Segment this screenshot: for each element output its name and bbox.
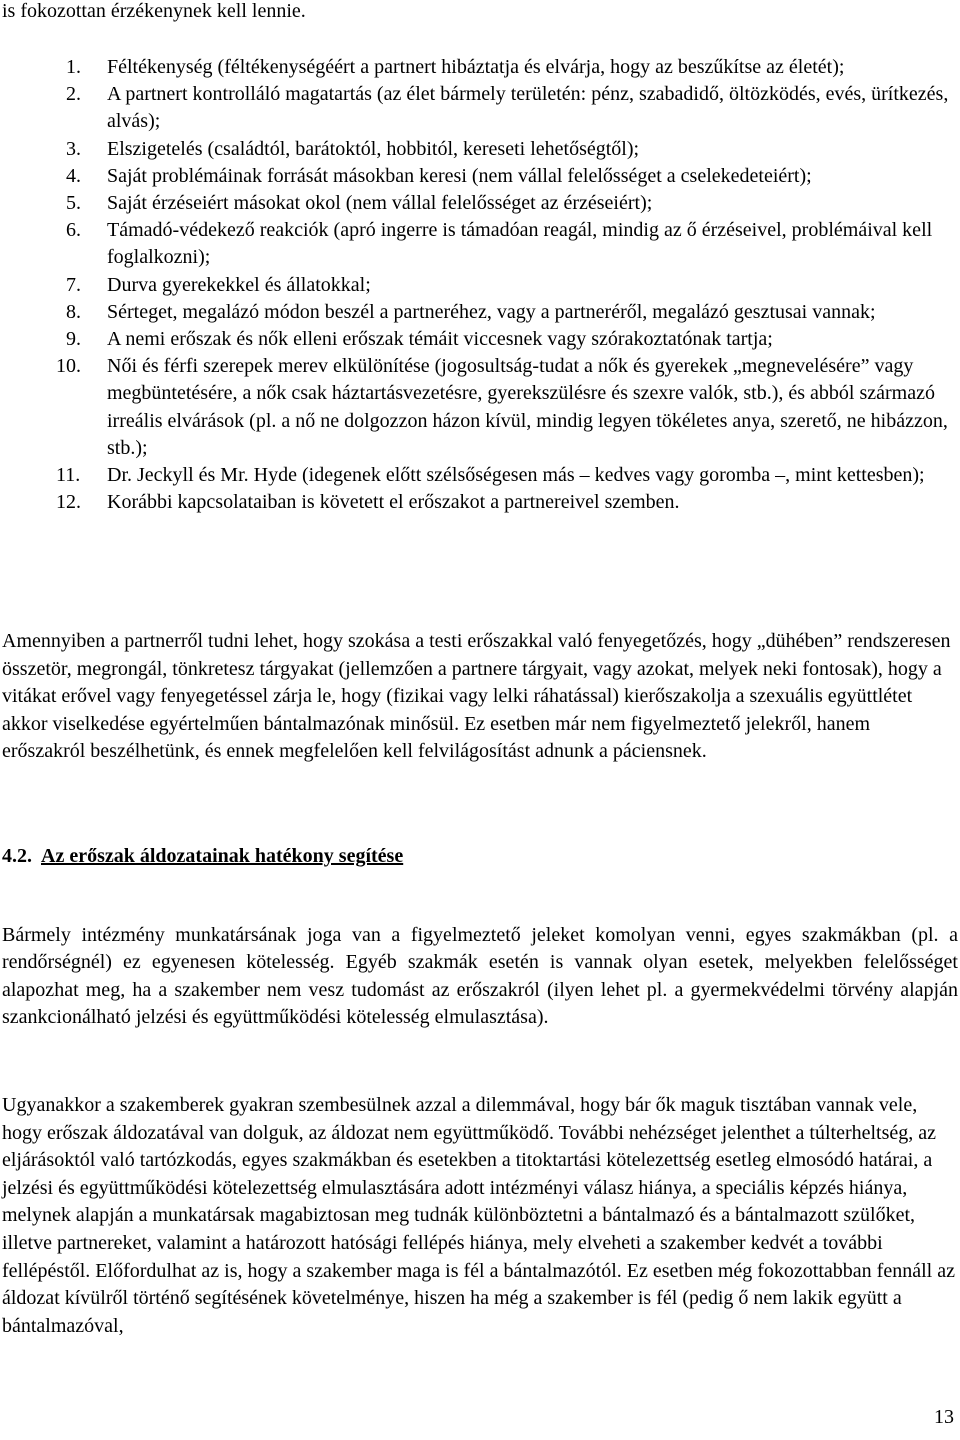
list-item-text: Féltékenység (féltékenységéért a partnert hibáztatja és elvárja, hogy az beszűkítse az életét);: [107, 56, 845, 78]
list-item: [66, 272, 958, 299]
list-item: [56, 489, 958, 516]
page-number: 13: [934, 1406, 954, 1428]
paragraph-professional-dilemma: Ugyanakkor a szakemberek gyakran szembesülnek azzal a dilemmával, hogy bár ők maguk tisztában vannak vele, hogy erőszak áldozatával van dolguk, az áldozat nem együttműködő. További nehézséget jelenthet a túlterheltség, az eljárásoktól való tartózkodás, egyes szakmákban és esetekben a titoktartási kötelezettség esetleg elmosódó határai, a jelzési és együttműködési kötelezettség elmulasztására adott intézményi válasz hiánya, a speciális képzés hiánya, melynek alapján a munkatársak magabiztosan meg tudnák különböztetni a bántalmazó és a bántalmazott szülőket, illetve partnereket, valamint a határozott hatósági fellépés hiánya, mely elveheti a szakember kedvét a további fellépéstől. Előfordulhat az is, hogy a szakember maga is fél a bántalmazótól. Ez esetben még fokozottabban fennáll az áldozat kívülről történő segítésének követelménye, hiszen ha még a szakember is fél (pedig ő nem lakik együtt a bántalmazóval,: [2, 1094, 955, 1337]
list-item-number: 3.: [66, 137, 81, 160]
list-item-text: Korábbi kapcsolataiban is követett el erőszakot a partnereivel szemben.: [107, 491, 680, 514]
list-item-number: 2.: [66, 83, 81, 106]
paragraph-abuse-definition: Amennyiben a partnerről tudni lehet, hogy szokása a testi erőszakkal való fenyegetőzés, hogy „dühében” rendszeresen összetör, megrongál, tönkretesz tárgyakat (jellemzően a partnere tárgyait, vagy azokat, melyek neki fontosak), hogy a vitákat erővel vagy fenyegetéssel zárja le, hogy (fizikai vagy lelki ráhatással) kierőszakolja a szexuális együttlétet akkor viselkedése egyértelműen bántalmazónak minősül. Ez esetben már nem figyelmeztető jelekről, hanem erőszakról beszélhetünk, és ennek megfelelően kell felvilágosítást adnunk a páciensnek.: [2, 630, 951, 763]
list-item-number: 11.: [56, 464, 81, 487]
list-item-number: 9.: [66, 328, 81, 351]
section-heading: [2, 843, 403, 870]
list-item: [56, 353, 958, 462]
section-number: 4.2.: [2, 845, 32, 867]
list-item-text: A nemi erőszak és nők elleni erőszak témáit viccesnek vagy szórakoztatónak tartja;: [107, 328, 773, 351]
intro-line: is fokozottan érzékenynek kell lennie.: [2, 0, 306, 22]
list-item-number: 6.: [66, 219, 81, 242]
warning-signs-list: [56, 54, 958, 516]
list-item-number: 1.: [66, 56, 81, 78]
list-item: [56, 462, 958, 489]
list-item-number: 12.: [56, 491, 81, 514]
list-item: [66, 163, 958, 190]
list-item-text: Női és férfi szerepek merev elkülönítése (jogosultság-tudat a nők és gyerekek „megnevelésére” vagy megbüntetésére, a nők csak háztartásvezetésre, gyerekszülésre és szexre valók, stb.), és abból származó irreális elvárások (pl. a nő ne dolgozzon házon kívül, mindig legyen tökéletes anya, szerető, ne hibázzon, stb.);: [107, 355, 948, 459]
list-item-text: Támadó-védekező reakciók (apró ingerre is támadóan reagál, mindig az ő érzéseivel, problémáival kell foglalkozni);: [107, 219, 933, 269]
list-item-number: 4.: [66, 164, 81, 187]
list-item-number: 10.: [56, 355, 81, 378]
list-item-text: Elszigetelés (családtól, barátoktól, hobbitól, kereseti lehetőségtől);: [107, 137, 640, 160]
list-item: [66, 54, 958, 81]
paragraph-professional-duty: Bármely intézmény munkatársának joga van a figyelmeztető jeleket komolyan venni, egyes szakmákban (pl. a rendőrségnél) ez egyenesen kötelesség. Egyéb szakmák esetén is vannak olyan esetek, melyekben felelősséget alapozhat meg, ha a szakember nem vesz tudomást az erőszakról (ilyen lehet pl. a gyermekvédelmi törvény alapján szankcionálható jelzési és együttműködési kötelesség elmulasztása).: [2, 924, 958, 1029]
list-item-text: Saját problémáinak forrását másokban keresi (nem vállal felelősséget a cselekedeteiért);: [107, 164, 812, 187]
list-item-text: Sérteget, megalázó módon beszél a partneréhez, vagy a partneréről, megalázó gesztusai vannak;: [107, 300, 876, 323]
list-item-text: Durva gyerekekkel és állatokkal;: [107, 273, 371, 296]
list-item: [66, 190, 958, 217]
list-item-text: A partnert kontrolláló magatartás (az élet bármely területén: pénz, szabadidő, öltözködés, evés, ürítkezés, alvás);: [107, 83, 949, 133]
list-item-number: 8.: [66, 300, 81, 323]
list-item-number: 5.: [66, 192, 81, 215]
list-item: [66, 217, 958, 271]
list-item-number: 7.: [66, 273, 81, 296]
list-item: [66, 136, 958, 163]
list-item-text: Dr. Jeckyll és Mr. Hyde (idegenek előtt szélsőségesen más – kedves vagy goromba –, mint kettesben);: [107, 464, 925, 487]
list-item: [66, 81, 958, 135]
list-item-text: Saját érzéseiért másokat okol (nem vállal felelősséget az érzéseiért);: [107, 192, 653, 215]
list-item: [66, 299, 958, 326]
list-item: [66, 326, 958, 353]
section-title: Az erőszak áldozatainak hatékony segítése: [41, 845, 404, 867]
